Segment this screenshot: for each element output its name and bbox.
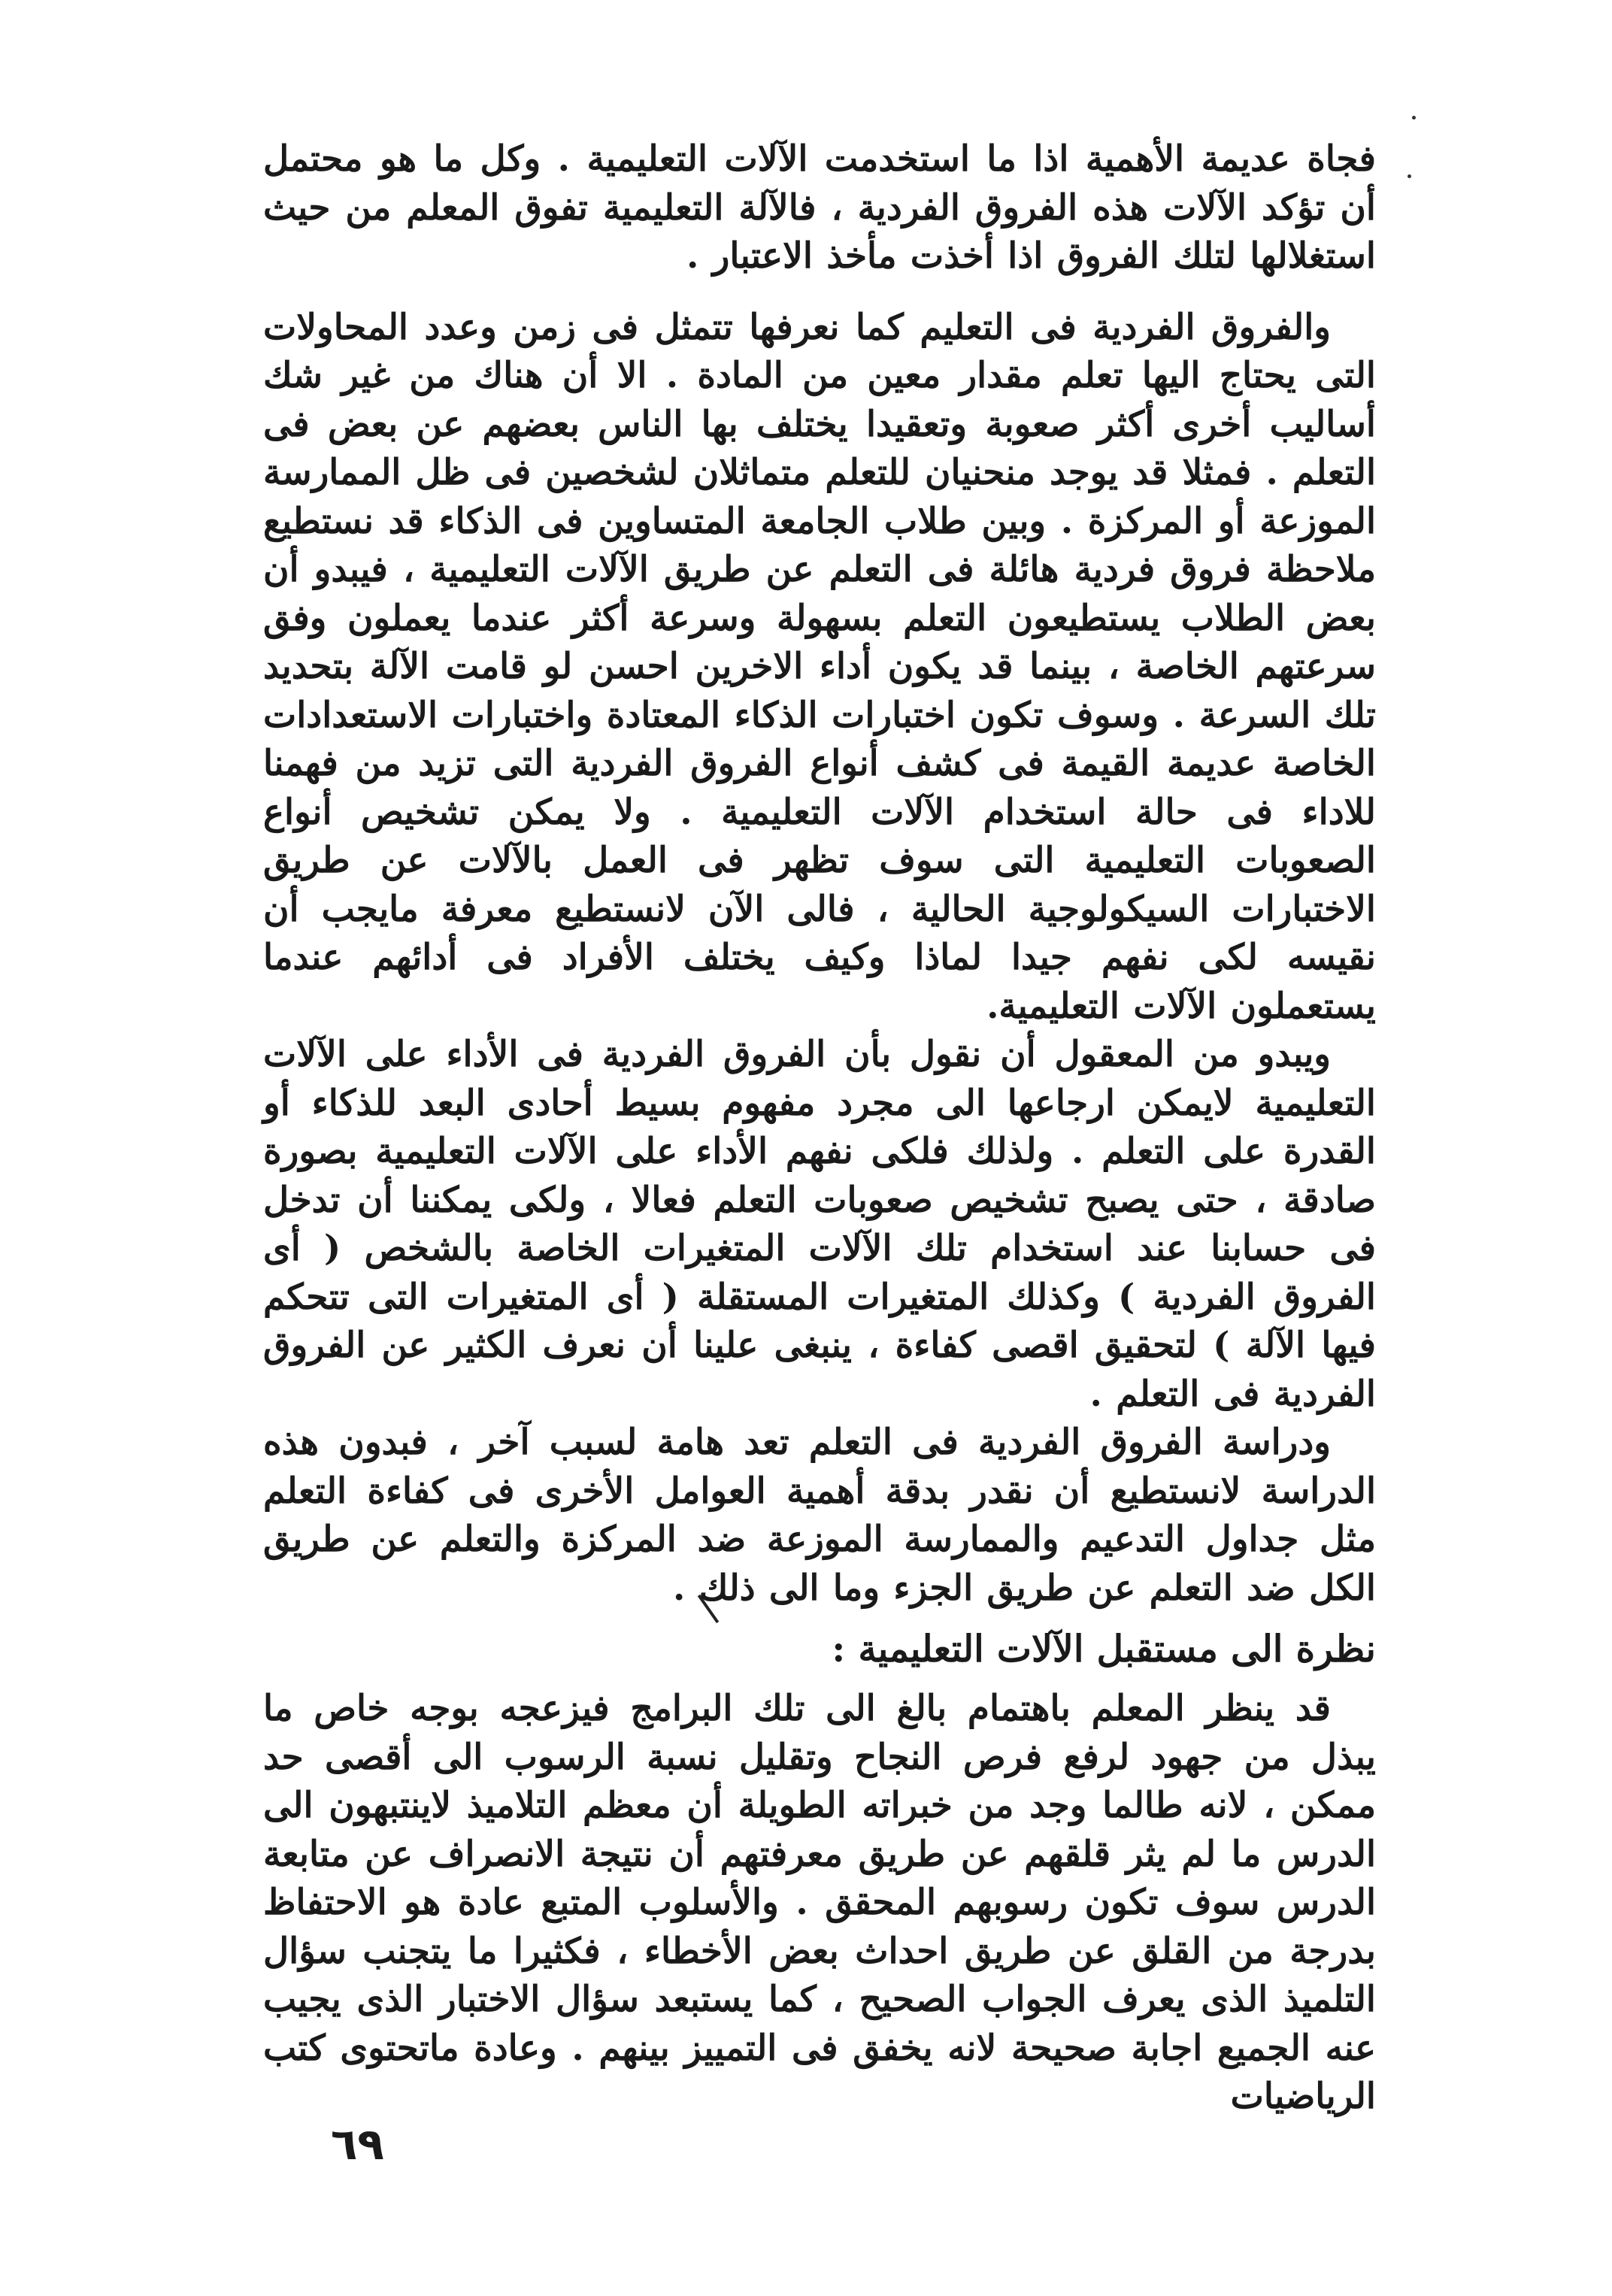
body-text-column	[263, 135, 1376, 2122]
paragraph-3: ويبدو من المعقول أن نقول بأن الفروق الفردية فى الأداء على الآلات التعليمية لايمكن ارجاعها الى مجرد مفهوم بسيط أحادى البعد للذكاء أو القدرة على التعلم . ولذلك فلكى نفهم الأداء على الآلات التعليمية بصورة صادقة ، حتى يصبح تشخيص صعوبات التعلم فعالا ، ولكى يمكننا أن تدخل فى حسابنا عند استخدام تلك الآلات المتغيرات الخاصة بالشخص ( أى الفروق الفردية ) وكذلك المتغيرات المستقلة ( أى المتغيرات التى تتحكم فيها الآلة ) لتحقيق اقصى كفاءة ، ينبغى علينا أن نعرف الكثير عن الفروق الفردية فى التعلم .	[263, 1034, 1376, 1415]
paragraph-2: والفروق الفردية فى التعليم كما نعرفها تتمثل فى زمن وعدد المحاولات التى يحتاج اليها تعلم مقدار معين من المادة . الا أن هناك من غير شك أساليب أخرى أكثر صعوبة وتعقيدا يختلف بها الناس بعضهم عن بعض فى التعلم . فمثلا قد يوجد منحنيان للتعلم متماثلان لشخصين فى ظل الممارسة الموزعة أو المركزة . وبين طلاب الجامعة المتساوين فى الذكاء قد نستطيع ملاحظة فروق فردية هائلة فى التعلم عن طريق الآلات التعليمية ، فيبدو أن بعض الطلاب يستطيعون التعلم بسهولة وسرعة أكثر عندما يعملون وفق سرعتهم الخاصة ، بينما قد يكون أداء الاخرين احسن لو قامت الآلة بتحديد تلك السرعة . وسوف تكون اختبارات الذكاء المعتادة واختبارات الاستعدادات الخاصة عديمة القيمة فى كشف أنواع الفروق الفردية التى تزيد من فهمنا للاداء فى حالة استخدام الآلات التعليمية . ولا يمكن تشخيص أنواع الصعوبات التعليمية التى سوف تظهر فى العمل بالآلات عن طريق الاختبارات السيكولوجية الحالية ، فالى الآن لانستطيع معرفة مايجب أن نقيسه لكى نفهم جيدا لماذا وكيف يختلف الأفراد فى أدائهم عندما يستعملون الآلات التعليمية.	[263, 306, 1376, 1027]
paragraph-1: فجاة عديمة الأهمية اذا ما استخدمت الآلات التعليمية . وكل ما هو محتمل أن تؤكد الآلات هذه الفروق الفردية ، فالآلة التعليمية تفوق المعلم من حيث استغلالها لتلك الفروق اذا أخذت مأخذ الاعتبار .	[263, 138, 1376, 277]
scan-speck	[1407, 174, 1411, 178]
page-number: ٦٩	[331, 2119, 384, 2170]
scan-speck	[1412, 116, 1416, 120]
section-heading: نظرة الى مستقبل الآلات التعليمية :	[832, 1627, 1376, 1671]
paragraph-4: ودراسة الفروق الفردية فى التعلم تعد هامة لسبب آخر ، فبدون هذه الدراسة لانستطيع أن نقدر بدقة أهمية العوامل الأخرى فى كفاءة التعلم مثل جداول التدعيم والممارسة الموزعة ضد المركزة والتعلم عن طريق الكل ضد التعلم عن طريق الجزء وما الى ذلك .	[263, 1422, 1377, 1609]
paragraph-5: قد ينظر المعلم باهتمام بالغ الى تلك البرامج فيزعجه بوجه خاص ما يبذل من جهود لرفع فرص النجاح وتقليل نسبة الرسوب الى أقصى حد ممكن ، لانه طالما وجد من خبراته الطويلة أن معظم التلاميذ لاينتبهون الى الدرس ما لم يثر قلقهم عن طريق معرفتهم أن نتيجة الانصراف عن متابعة الدرس سوف تكون رسوبهم المحقق . والأسلوب المتبع عادة هو الاحتفاظ بدرجة من القلق عن طريق احداث بعض الأخطاء ، فكثيرا ما يتجنب سؤال التلميذ الذى يعرف الجواب الصحيح ، كما يستبعد سؤال الاختبار الذى يجيب عنه الجميع اجابة صحيحة لانه يخفق فى التمييز بينهم . وعادة ماتحتوى كتب الرياضيات	[263, 1688, 1376, 2117]
